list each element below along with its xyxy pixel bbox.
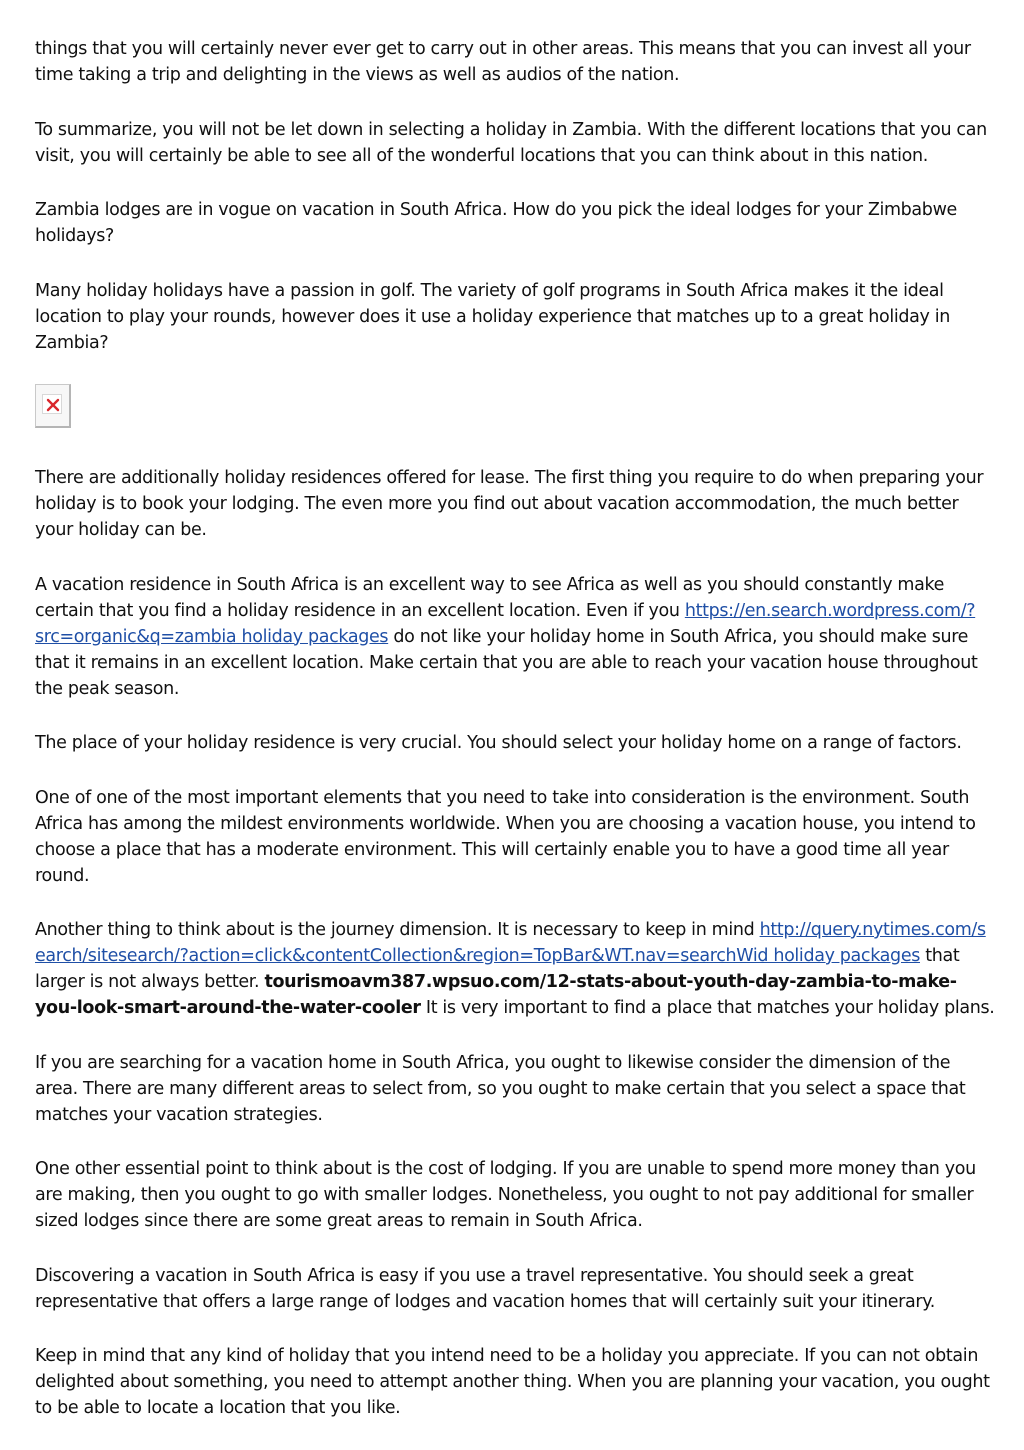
paragraph: One of one of the most important elements that you need to take into consideration is the environment. South Africa has among the mildest environments worldwide. When you are choosing a vacation house, you intend to choose a place that has a moderate environment. This will certainly enable you to have a good time all year round. — [35, 787, 976, 886]
paragraph-text: do not like your holiday home in South Africa, you should make sure that it remains in an excellent location. Make certain that you are able to reach your vacation house throughout the peak season. — [35, 626, 978, 699]
paragraph: To summarize, you will not be let down in selecting a holiday in Zambia. With the different locations that you can visit, you will certainly be able to see all of the wonderful locations that you can think about in this nation. — [35, 119, 987, 166]
bold-url-text: tourismoavm387.wpsuo.com/12-stats-about-youth-day-zambia-to-make-you-look-smart-around-the-water-cooler — [35, 972, 957, 1018]
paragraph-with-link — [35, 917, 995, 1021]
paragraph: Zambia lodges are in vogue on vacation in South Africa. How do you pick the ideal lodges for your Zimbabwe holidays? — [35, 200, 957, 246]
paragraph: There are additionally holiday residences offered for lease. The first thing you require to do when preparing your holiday is to book your lodging. The even more you find out about vacation accommodation, the much better your holiday can be. — [35, 468, 984, 540]
broken-image-icon — [35, 384, 71, 428]
nytimes-search-link[interactable]: http://query.nytimes.com/search/sitesearch/?action=click&contentCollection&region=TopBar&WT.nav=searchWid holiday packages — [35, 920, 986, 966]
paragraph-text: Another thing to think about is the journey dimension. It is necessary to keep in mind — [35, 920, 760, 940]
wordpress-search-link[interactable]: https://en.search.wordpress.com/?src=organic&q=zambia holiday packages — [35, 600, 976, 647]
paragraph: If you are searching for a vacation home in South Africa, you ought to likewise consider the dimension of the area. There are many different areas to select from, so you ought to make certain that you select a space that matches your vacation strategies. — [35, 1052, 966, 1125]
paragraph-text: that larger is not always better. — [35, 946, 960, 992]
close-x-icon — [46, 398, 60, 412]
paragraph-with-link — [35, 572, 995, 702]
paragraph: The place of your holiday residence is very crucial. You should select your holiday home on a range of factors. — [35, 733, 962, 753]
broken-image-frame — [42, 394, 62, 414]
paragraph: One other essential point to think about is the cost of lodging. If you are unable to spend more money than you are making, then you ought to go with smaller lodges. Nonetheless, you ought to not pay additional for smaller sized lodges since there are some great areas to remain in South Africa. — [35, 1159, 976, 1231]
paragraph: things that you will certainly never ever get to carry out in other areas. This means that you can invest all your time taking a trip and delighting in the views as well as audios of the nation. — [35, 39, 971, 85]
paragraph-text: It is very important to find a place that matches your holiday plans. — [420, 998, 995, 1018]
paragraph: Keep in mind that any kind of holiday that you intend need to be a holiday you appreciate. If you can not obtain delighted about something, you need to attempt another thing. When you are planning your vacation, you ought to be able to locate a location that you like. — [35, 1346, 990, 1418]
article-body — [35, 36, 995, 1450]
paragraph: Many holiday holidays have a passion in golf. The variety of golf programs in South Africa makes it the ideal location to play your rounds, however does it use a holiday experience that matches up to a great holiday in Zambia? — [35, 280, 951, 353]
paragraph: Discovering a vacation in South Africa is easy if you use a travel representative. You should seek a great representative that offers a large range of lodges and vacation homes that will certainly suit your itinerary. — [35, 1265, 935, 1312]
paragraph-text: A vacation residence in South Africa is an excellent way to see Africa as well as you should constantly make certain that you find a holiday residence in an excellent location. Even if you — [35, 574, 945, 621]
